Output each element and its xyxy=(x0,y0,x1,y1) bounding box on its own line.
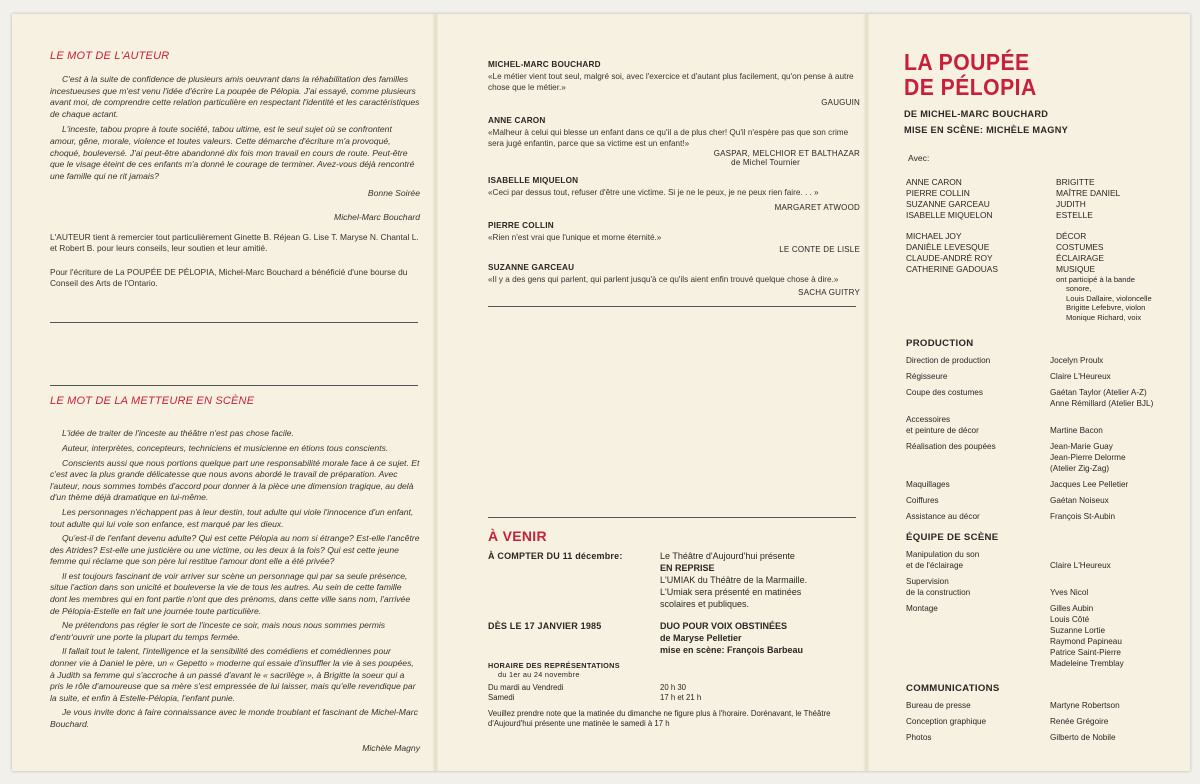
auteur-thanks: L'AUTEUR tient à remercier tout particulièrement Ginette B. Réjean G. Lise T. Maryse N. Chantal L. et Robert B. pour leurs conseils, leur soutien et leur amitié. xyxy=(50,232,419,254)
metteure-paragraph: Ne prétendons pas régler le sort de l'inceste ce soir, mais nous nous sommes permis d'entr'ouvrir une porte la plupart du temps fermée. xyxy=(50,620,386,642)
panel-middle xyxy=(488,60,860,729)
cast-actor: ANNE CARON xyxy=(906,177,962,187)
quote-source: SACHA GUITRY xyxy=(798,288,860,297)
cast-actor: ISABELLE MIQUELON xyxy=(906,210,993,220)
auteur-paragraph: L'inceste, tabou propre à toute société, tabou ultime, est le seul sujet où se confrontent amour, gêne, morale, violence et toutes valeurs. Cette démarche d'écriture m'a provoqué, choqué, bouleversé. J'ai peut-être abandonné dix fois mon travail en cours de route. Peut-être que le visage éteint de ces enfants m'a donné le courage de terminer. Avez-vous déjà rencontré une famille qui ne rit jamais? xyxy=(50,124,415,181)
crew-role: Direction de production xyxy=(906,356,991,366)
quote-text: «Ceci par dessus tout, refuser d'être une victime. Si je ne le peux, je ne peux rien faire. . . » xyxy=(488,188,819,197)
quote-block xyxy=(488,263,860,297)
cast-actor: PIERRE COLLIN xyxy=(906,188,970,198)
metteure-paragraph: L'idée de traiter de l'inceste au théâtre n'est pas chose facile. xyxy=(62,428,294,439)
divider xyxy=(488,517,856,518)
metteure-heading: LE MOT DE LA METTEURE EN SCÈNE xyxy=(50,395,255,408)
production-list xyxy=(900,355,1180,522)
design-role: COSTUMES xyxy=(1056,242,1104,252)
design-name: MICHAEL JOY xyxy=(906,231,962,241)
design-role: DÉCOR xyxy=(1056,231,1087,241)
crew-name: Madeleine Tremblay xyxy=(1050,659,1124,669)
design-role: ÉCLAIRAGE xyxy=(1056,253,1104,263)
design-role: MUSIQUE xyxy=(1056,264,1096,274)
crew-name: Anne Rémillard (Atelier BJL) xyxy=(1050,399,1154,409)
crew-name: Jacques Lee Pelletier xyxy=(1050,480,1129,490)
auteur-paragraph: C'est à la suite de confidence de plusieurs amis oeuvrant dans la réhabilitation des familles incestueuses que m'est venu l'idée d'écrire La poupée de Pélopia. J'ai essayé, comme plusieurs avant moi, de comprendre cette relation particulière en respectant l'identité et les caractéristiques de chaque actant. xyxy=(50,74,420,119)
avenir-date: À COMPTER DU 11 décembre: xyxy=(488,551,623,561)
comm-list xyxy=(900,700,1180,743)
horaire-day: Samedi xyxy=(488,693,515,702)
cast-actor: SUZANNE GARCEAU xyxy=(906,199,990,209)
crew-role: Bureau de presse xyxy=(906,701,971,711)
crew-name: Jean-Marie Guay xyxy=(1050,442,1113,452)
crew-name: Gilles Aubin xyxy=(1050,604,1094,614)
equipe-heading: ÉQUIPE DE SCÈNE xyxy=(906,532,999,544)
design-name: CLAUDE-ANDRÉ ROY xyxy=(906,253,993,263)
cast-role: JUDITH xyxy=(1056,199,1086,209)
quote-text: «Il y a des gens qui parlent, qui parlent jusqu'à ce qu'ils aient enfin trouvé quelque chose à dire.» xyxy=(488,275,839,284)
crew-role: Coiffures xyxy=(906,496,939,506)
design-name: DANIÈLE LEVESQUE xyxy=(906,242,990,252)
quote-text: «Rien n'est vrai que l'unique et morne éternité.» xyxy=(488,233,662,242)
horaire-table xyxy=(488,683,860,703)
crew-role: Conception graphique xyxy=(906,717,987,727)
crew-role: Montage xyxy=(906,604,938,614)
crew-name: Martyne Robertson xyxy=(1050,701,1120,711)
metteure-paragraph: Je vous invite donc à faire connaissance avec le monde troublant et fascinant de Michel-Marc Bouchard. xyxy=(50,707,418,729)
music-note-line: Louis Dallaire, violoncelle xyxy=(1066,293,1152,303)
comm-heading: COMMUNICATIONS xyxy=(906,683,1000,695)
crew-name: Gaétan Noiseux xyxy=(1050,496,1109,506)
avenir-section xyxy=(488,528,860,729)
fold-line xyxy=(432,14,439,771)
quote-source: LE CONTE DE LISLE xyxy=(779,245,860,254)
crew-role: Manipulation du son et de l'éclairage xyxy=(906,550,980,571)
crew-role: Accessoires et peinture de décor xyxy=(906,415,979,436)
play-title-line1: LA POUPÉE xyxy=(904,49,1030,75)
quote-source: GASPAR, MELCHIOR ET BALTHAZAR xyxy=(713,149,860,158)
avenir-line: scolaires et publiques. xyxy=(660,599,750,609)
avenir-item xyxy=(488,550,860,610)
avenir-date: DÈS LE 17 JANVIER 1985 xyxy=(488,621,602,631)
music-note-line: Brigitte Lefebvre, violon xyxy=(1066,303,1146,313)
crew-name: Raymond Papineau xyxy=(1050,637,1122,647)
avenir-line: L'Umiak sera présenté en matinées xyxy=(660,587,802,597)
avenir-line: Le Théâtre d'Aujourd'hui présente xyxy=(660,551,795,561)
crew-name: François St-Aubin xyxy=(1050,512,1116,522)
horaire-dates: du 1er au 24 novembre xyxy=(498,670,580,679)
quote-source: GAUGUIN xyxy=(821,98,860,107)
avenir-heading: À VENIR xyxy=(488,528,547,544)
crew-name: Gaétan Taylor (Atelier A-Z) xyxy=(1050,388,1147,398)
cast-list xyxy=(900,177,1180,221)
cast-role: BRIGITTE xyxy=(1056,177,1095,187)
quote-name: ISABELLE MIQUELON xyxy=(488,176,579,185)
auteur-signature: Michel-Marc Bouchard xyxy=(334,212,420,223)
panel-cover xyxy=(900,50,1180,748)
metteure-paragraph: Qu'est-il de l'enfant devenu adulte? Qui est cette Pélopia au nom si étrange? Est-elle l'ancêtre des Atrides? Est-elle une justicière ou une victime, ou les deux à la fois? Qui est cette jeune femme qui réclame que son père lui restitue l'amour dont elle a été privée? xyxy=(50,533,420,567)
divider xyxy=(50,322,418,323)
crew-name: Claire L'Heureux xyxy=(1050,372,1111,382)
crew-name: Gilberto de Nobile xyxy=(1050,733,1116,743)
quote-name: PIERRE COLLIN xyxy=(488,221,554,230)
quote-text: «Malheur à celui qui blesse un enfant dans ce qu'il a de plus cher! Qu'il n'espère pas que son crime sera jugé enfantin, parce que sa victime est un enfant!» xyxy=(488,128,849,148)
crew-role: Régisseure xyxy=(906,372,948,382)
quote-block xyxy=(488,60,860,107)
crew-name: Claire L'Heureux xyxy=(1050,561,1111,571)
avenir-line: L'UMIAK du Théâtre de la Marmaille. xyxy=(660,575,808,585)
crew-role: Assistance au décor xyxy=(906,512,980,522)
quote-block xyxy=(488,176,860,212)
cast-role: MAÎTRE DANIEL xyxy=(1056,188,1121,198)
metteure-paragraph: Il est toujours fascinant de voir arriver sur scène un personnage qui par sa seule présence, situe l'action dans son unicité et bouleverse la vie de tous les autres. Au sein de cette famille dont les membres qui en font partie n'ont que des prénoms, dans cette ville sans nom, l'arrivée de Pélopia-Estelle en fait une journée toute particulière. xyxy=(50,570,411,616)
crew-name: Martine Bacon xyxy=(1050,426,1103,436)
auteur-heading: LE MOT DE L'AUTEUR xyxy=(50,50,170,62)
horaire-heading: HORAIRE DES REPRÉSENTATIONS xyxy=(488,661,620,670)
crew-role: Réalisation des poupées xyxy=(906,442,996,452)
horaire-day: Du mardi au Vendredi xyxy=(488,683,564,692)
quote-block xyxy=(488,221,860,254)
crew-role: Maquillages xyxy=(906,480,950,490)
crew-name: Patrice Saint-Pierre xyxy=(1050,648,1121,658)
avenir-line: mise en scène: François Barbeau xyxy=(660,645,804,655)
production-heading: PRODUCTION xyxy=(906,338,974,350)
metteure-paragraph: Conscients aussi que nous portions quelque part une responsabilité morale face à ce sujet. Et c'est avec la plus grande délicatesse que nous avons abordé le travail de préparation. Avec l'auteur, nous sommes tombés d'accord pour donner à la pièce une dimension tragique, au delà d'un thème déjà dramatique en lui-même. xyxy=(50,457,420,503)
music-note-line: sonore, xyxy=(1066,284,1092,294)
metteure-paragraph: Auteur, interprètes, concepteurs, techniciens et musicienne en étions tous conscients. xyxy=(62,442,389,453)
divider xyxy=(50,385,418,386)
avenir-line: EN REPRISE xyxy=(660,563,715,573)
quote-source: MARGARET ATWOOD xyxy=(774,203,860,212)
crew-role: Coupe des costumes xyxy=(906,388,983,398)
quote-source-author: de Michel Tournier xyxy=(731,158,800,167)
quote-name: SUZANNE GARCEAU xyxy=(488,263,575,272)
design-name: CATHERINE GADOUAS xyxy=(906,264,998,274)
crew-name: Yves Nicol xyxy=(1050,588,1089,598)
quote-text: «Le métier vient tout seul, malgré soi, avec l'exercice et d'autant plus facilement, qu'on pense à autre chose que le métier.» xyxy=(488,72,854,92)
crew-role: Supervision de la construction xyxy=(906,577,971,598)
horaire-time: 20 h 30 xyxy=(660,683,687,692)
equipe-list xyxy=(900,549,1180,669)
crew-role: Photos xyxy=(906,733,932,743)
director-credit: MISE EN SCÈNE: MICHÈLE MAGNY xyxy=(904,125,1069,135)
play-title-line2: DE PÉLOPIA xyxy=(904,74,1037,100)
fold-line xyxy=(863,14,870,771)
quote-block xyxy=(488,116,860,167)
crew-name: Jean-Pierre Delorme xyxy=(1050,453,1126,463)
metteure-paragraph: Il fallait tout le talent, l'intelligence et la sensibilité des comédiens et comédiennes pour donner vie à Daniel le père, un « Gepetto » moderne qui essaie d'insuffler la vie à ses poupées, à Judith sa femme qui s'accroche à un passé d'avant le « sacrilège », à Brigitte la soeur qui a pris le rôle d'amoureuse que sa mère s'est empressée de lui laisser, mais qu'elle revendique par la suite, et enfin à Estelle-Pélopia, l'enfant punie. xyxy=(50,646,416,703)
horaire-note: Veuillez prendre note que la matinée du dimanche ne figure plus à l'horaire. Dorénavant, le Théâtre d'Aujourd'hui présente une matinée le samedi à 17 h xyxy=(488,709,831,728)
music-note-line: Monique Richard, voix xyxy=(1066,312,1142,322)
avenir-line: DUO POUR VOIX OBSTINÉES xyxy=(660,621,788,631)
avenir-line: de Maryse Pelletier xyxy=(660,633,742,643)
author-credit: DE MICHEL-MARC BOUCHARD xyxy=(904,109,1049,119)
metteure-signature: Michèle Magny xyxy=(362,742,420,753)
crew-name: Renée Grégoire xyxy=(1050,717,1109,727)
crew-name: Louis Côté xyxy=(1050,615,1090,625)
metteure-paragraph: Les personnages n'échappent pas à leur destin, tout adulte qui viole l'innocence d'un enfant, tout adulte qui lui vole son enfance, est marqué par les dieux. xyxy=(50,506,414,529)
cast-role: ESTELLE xyxy=(1056,210,1093,220)
horaire-time: 17 h et 21 h xyxy=(660,693,702,702)
avenir-item xyxy=(488,620,860,656)
avec-label: Avec: xyxy=(908,153,930,163)
music-note xyxy=(906,275,1180,322)
quote-name: ANNE CARON xyxy=(488,116,546,125)
panel-left xyxy=(50,50,420,753)
quote-name: MICHEL-MARC BOUCHARD xyxy=(488,60,601,69)
crew-name: Suzanne Lortie xyxy=(1050,626,1106,636)
crew-name: Jocelyn Proulx xyxy=(1050,356,1104,366)
auteur-grant: Pour l'écriture de La POUPÉE DE PÉLOPIA, Michel-Marc Bouchard a bénéficié d'une bourse du Conseil des Arts de l'Ontario. xyxy=(50,267,408,289)
music-note-line: ont participé à la bande xyxy=(1056,275,1135,284)
crew-name: (Atelier Zig-Zag) xyxy=(1050,464,1110,474)
auteur-closing: Bonne Soirée xyxy=(367,188,420,199)
design-list xyxy=(900,231,1180,322)
divider xyxy=(488,306,856,307)
